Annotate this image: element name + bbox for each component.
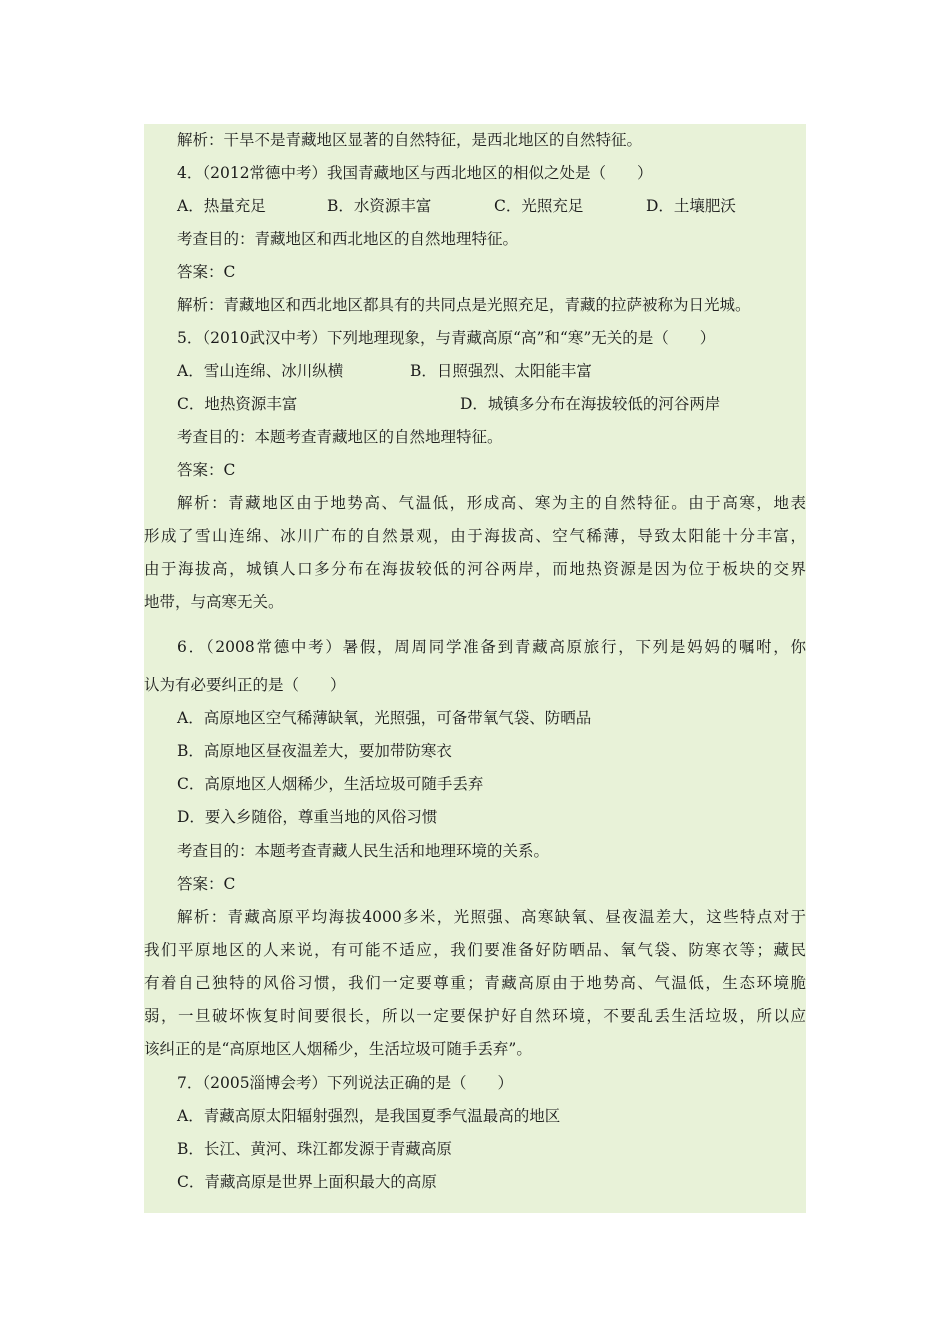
q4-option-a: A．热量充足 <box>177 197 266 215</box>
q5-option-a: A．雪山连绵、冰川纵横 <box>177 362 344 380</box>
q6-stem-line2: 认为有必要纠正的是（ ） <box>144 676 346 694</box>
q6-analysis-line4: 弱，一旦破坏恢复时间要很长，所以一定要保护好自然环境，不要乱丢生活垃圾，所以应 <box>144 1007 806 1025</box>
q6-stem-line1: 6．（2008常德中考）暑假，周周同学准备到青藏高原旅行，下列是妈妈的嘱咐，你 <box>177 638 806 656</box>
q4-stem: 4．（2012常德中考）我国青藏地区与西北地区的相似之处是（ ） <box>177 164 653 182</box>
q6-purpose: 考查目的：本题考查青藏人民生活和地理环境的关系。 <box>177 842 550 860</box>
q7-option-a: A．青藏高原太阳辐射强烈，是我国夏季气温最高的地区 <box>177 1107 561 1125</box>
q6-option-a: A．高原地区空气稀薄缺氧，光照强，可备带氧气袋、防晒品 <box>177 709 592 727</box>
q6-analysis-line1: 解析：青藏高原平均海拔4000多米，光照强、高寒缺氧、昼夜温差大，这些特点对于 <box>177 908 806 926</box>
q5-answer: 答案：C <box>177 461 236 479</box>
q5-options-row2 <box>144 388 806 421</box>
q6-option-b: B．高原地区昼夜温差大，要加带防寒衣 <box>177 742 452 760</box>
q6-answer: 答案：C <box>177 875 236 893</box>
q5-stem: 5．（2010武汉中考）下列地理现象，与青藏高原“高”和“寒”无关的是（ ） <box>177 329 716 347</box>
q5-options-row1 <box>144 355 806 388</box>
q4-purpose: 考查目的：青藏地区和西北地区的自然地理特征。 <box>177 230 519 248</box>
q7-option-b: B．长江、黄河、珠江都发源于青藏高原 <box>177 1140 452 1158</box>
q5-option-c: C．地热资源丰富 <box>177 395 298 413</box>
document-content <box>144 124 806 1213</box>
q4-option-c: C．光照充足 <box>494 197 584 215</box>
q5-analysis-line1: 解析：青藏地区由于地势高、气温低，形成高、寒为主的自然特征。由于高寒，地表 <box>177 494 806 512</box>
q3-analysis: 解析：干旱不是青藏地区显著的自然特征，是西北地区的自然特征。 <box>177 131 643 149</box>
q5-option-b: B．日照强烈、太阳能丰富 <box>410 362 592 380</box>
q7-stem: 7．（2005淄博会考）下列说法正确的是（ ） <box>177 1074 514 1092</box>
q4-analysis: 解析：青藏地区和西北地区都具有的共同点是光照充足，青藏的拉萨被称为日光城。 <box>177 296 751 314</box>
q5-purpose: 考查目的：本题考查青藏地区的自然地理特征。 <box>177 428 503 446</box>
q6-option-d: D．要入乡随俗，尊重当地的风俗习惯 <box>177 808 438 826</box>
q4-answer: 答案：C <box>177 263 236 281</box>
q7-option-c: C．青藏高原是世界上面积最大的高原 <box>177 1173 437 1191</box>
q6-option-c: C．高原地区人烟稀少，生活垃圾可随手丢弃 <box>177 775 484 793</box>
q4-options <box>144 190 806 223</box>
q6-analysis-line3: 有着自己独特的风俗习惯，我们一定要尊重；青藏高原由于地势高、气温低，生态环境脆 <box>144 974 806 992</box>
q5-option-d: D．城镇多分布在海拔较低的河谷两岸 <box>460 395 721 413</box>
q5-analysis-line3: 由于海拔高，城镇人口多分布在海拔较低的河谷两岸，而地热资源是因为位于板块的交界 <box>144 560 806 578</box>
q5-analysis-line4: 地带，与高寒无关。 <box>144 593 284 611</box>
q6-analysis-line5: 该纠正的是“高原地区人烟稀少，生活垃圾可随手丢弃”。 <box>144 1040 532 1058</box>
q4-option-d: D．土壤肥沃 <box>646 197 736 215</box>
q5-analysis-line2: 形成了雪山连绵、冰川广布的自然景观，由于海拔高、空气稀薄，导致太阳能十分丰富， <box>144 527 806 545</box>
q4-option-b: B．水资源丰富 <box>327 197 432 215</box>
q6-analysis-line2: 我们平原地区的人来说，有可能不适应，我们要准备好防晒品、氧气袋、防寒衣等；藏民 <box>144 941 806 959</box>
